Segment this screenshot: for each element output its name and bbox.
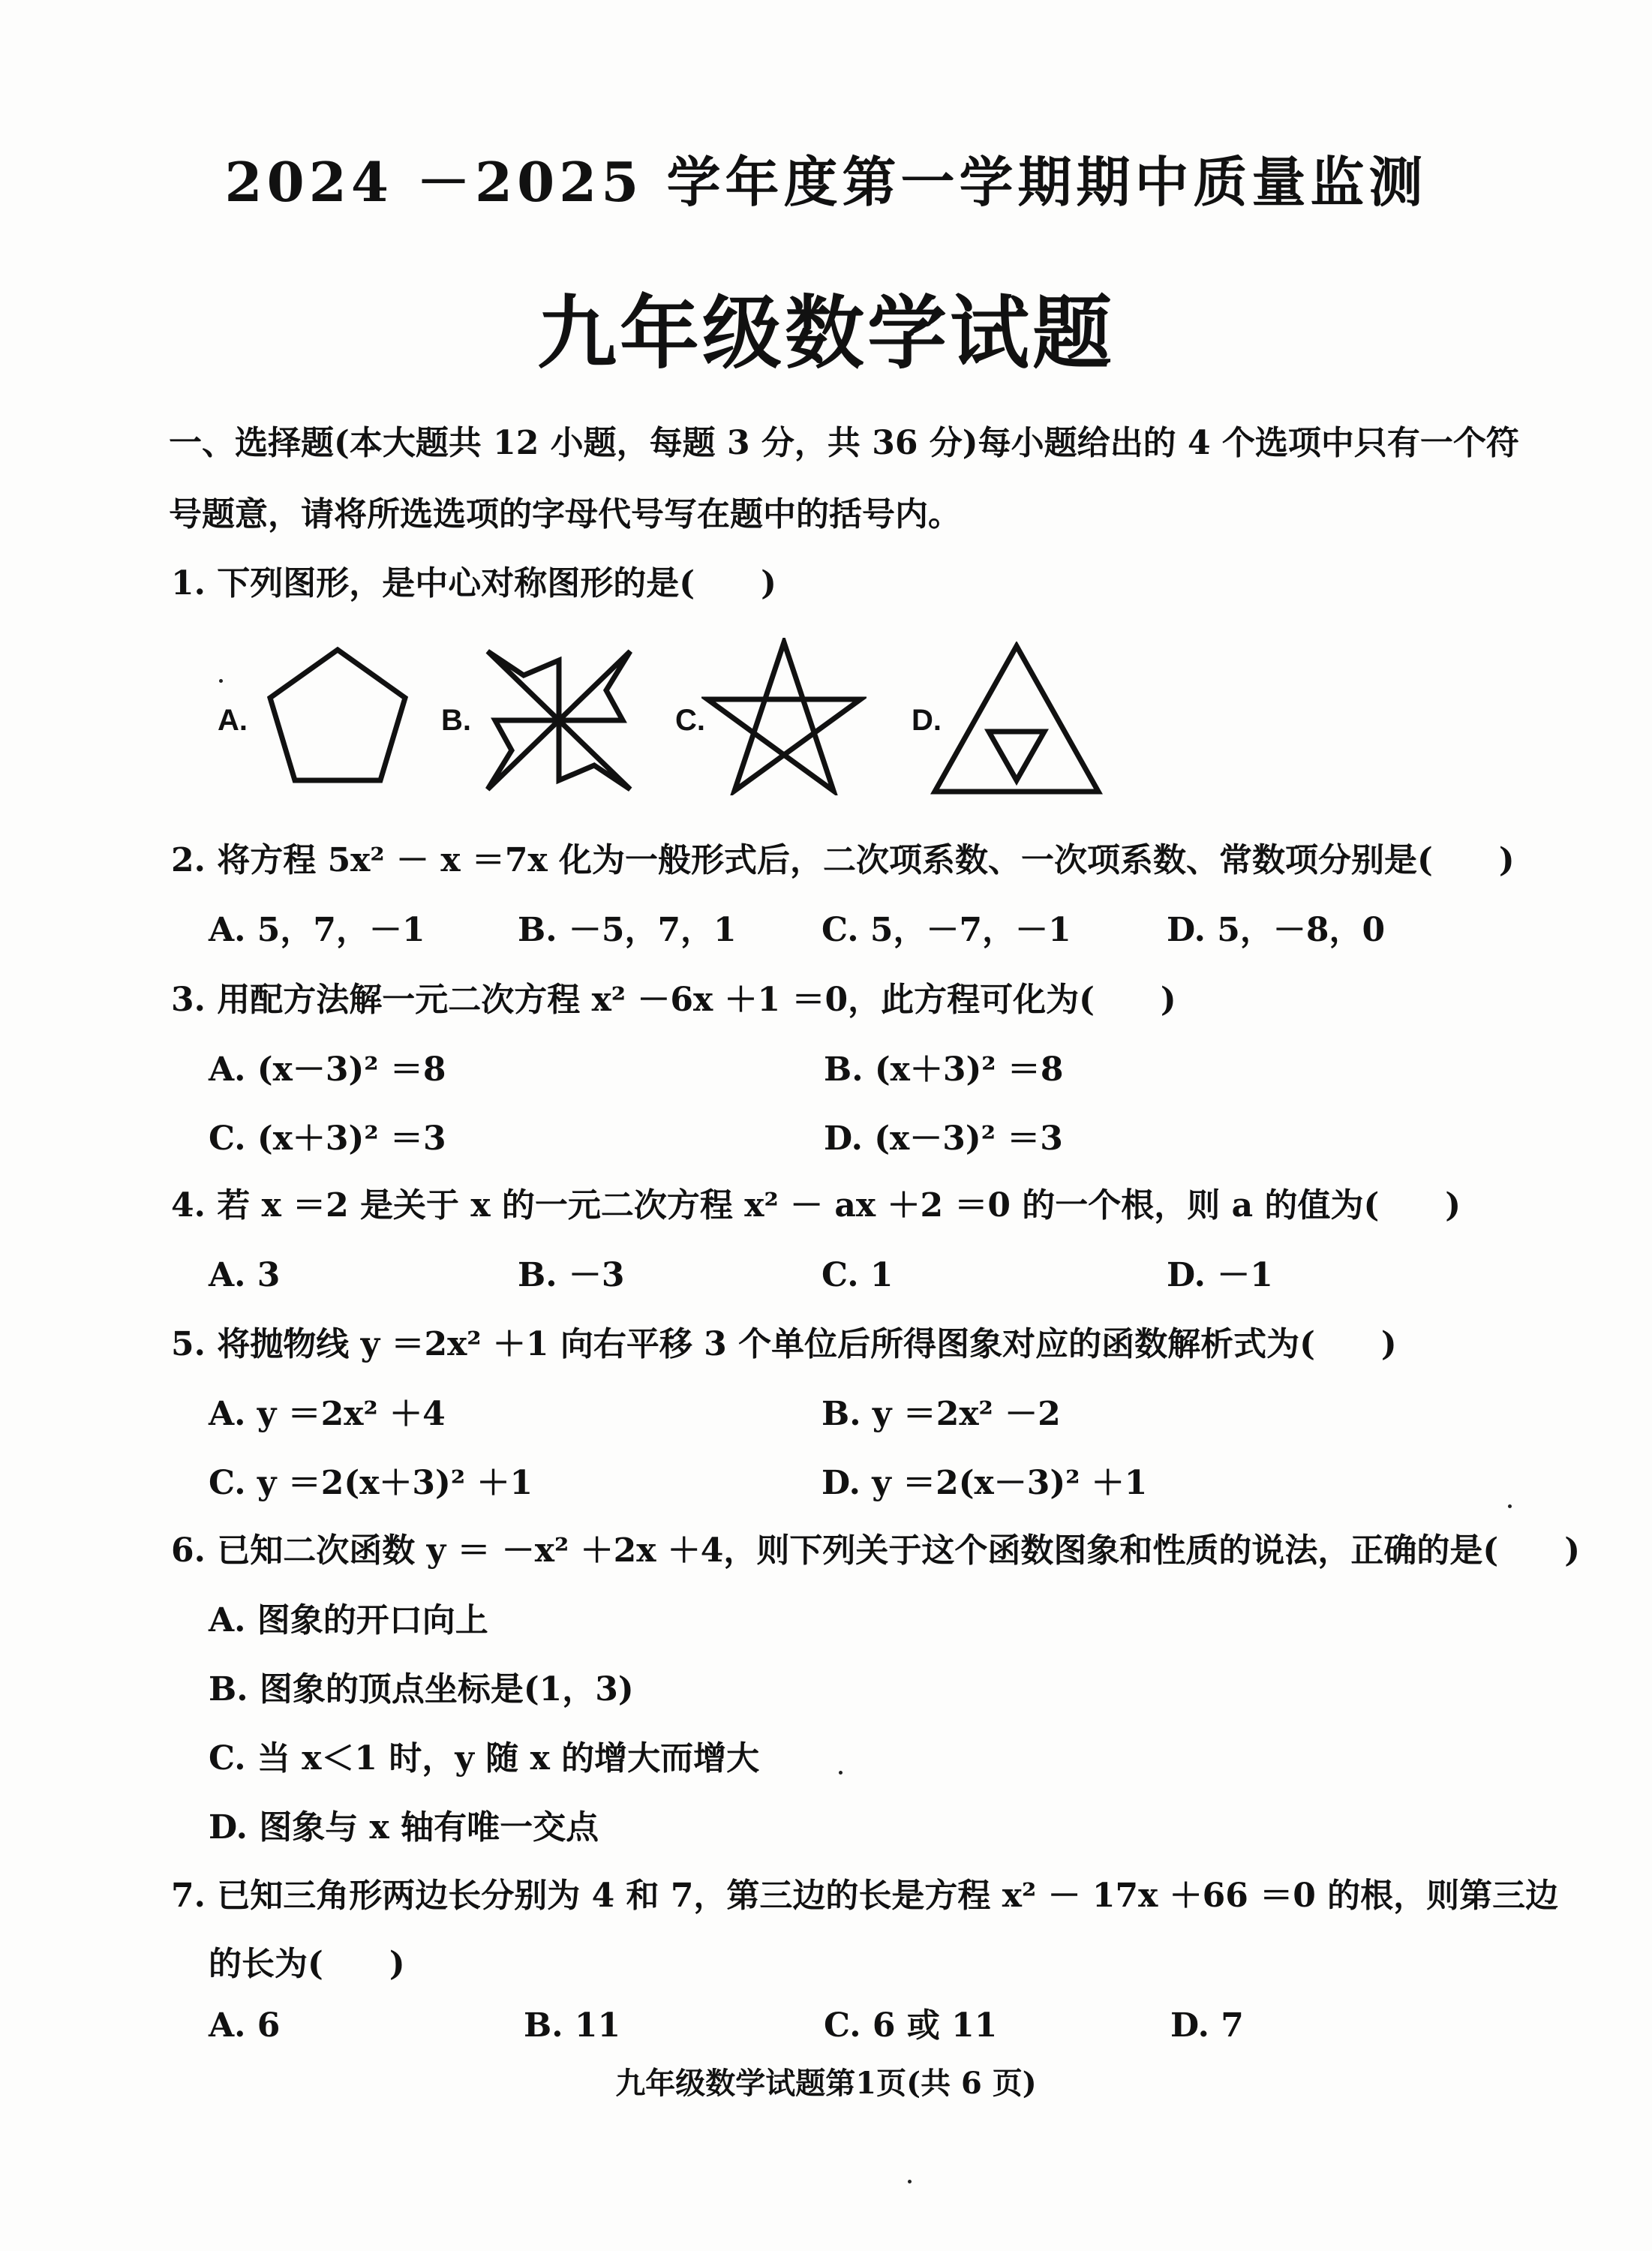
q5-option-c: C. y ＝2(x＋3)² ＋1 [209,1464,533,1502]
exam-main-title: 九年级数学试题 [537,286,1115,380]
pinwheel-icon [480,645,638,795]
q3-option-b: B. (x＋3)² ＝8 [824,1050,1064,1089]
q1-label-a: A. [218,704,248,737]
page-footer: 九年级数学试题第1页(共 6 页) [615,2066,1037,2101]
section-heading-line1: 一、选择题(本大题共 12 小题，每题 3 分，共 36 分)每小题给出的 4 个选项中只有一个符 [169,424,1519,462]
q3-stem: 3. 用配方法解一元二次方程 x² －6x ＋1 ＝0，此方程可化为( ) [171,981,1176,1019]
pentagon-icon [263,644,413,794]
q1-label-b: B. [441,704,471,737]
q7-option-a: A. 6 [209,2006,281,2045]
section-heading-line2: 号题意，请将所选选项的字母代号写在题中的括号内。 [169,495,961,533]
q1-stem: 1. 下列图形，是中心对称图形的是( ) [171,564,776,603]
q7-stem-line1: 7. 已知三角形两边长分别为 4 和 7，第三边的长是方程 x² － 17x ＋66 ＝0 的根，则第三边 [171,1877,1559,1915]
q2-option-d: D. 5，－8，0 [1167,911,1386,949]
q3-option-d: D. (x－3)² ＝3 [824,1119,1063,1158]
q5-option-a: A. y ＝2x² ＋4 [209,1395,446,1433]
q2-option-a: A. 5，7，－1 [209,911,425,949]
q4-option-c: C. 1 [821,1256,894,1294]
q2-option-b: B. －5，7，1 [518,911,737,949]
q4-stem: 4. 若 x ＝2 是关于 x 的一元二次方程 x² － ax ＋2 ＝0 的一个根，则 a 的值为( ) [171,1186,1461,1225]
q6-option-d: D. 图象与 x 轴有唯一交点 [209,1808,599,1847]
exam-year-title: 2024 －2025 学年度第一学期期中质量监测 [224,150,1428,214]
q1-label-c: C. [675,704,705,737]
q5-option-b: B. y ＝2x² －2 [821,1395,1061,1433]
scan-speck [219,679,223,683]
q2-stem: 2. 将方程 5x² － x ＝7x 化为一般形式后，二次项系数、一次项系数、常数项分别是( ) [171,841,1515,879]
triangle-in-triangle-icon [930,642,1103,795]
q5-option-d: D. y ＝2(x－3)² ＋1 [821,1464,1148,1502]
q2-option-c: C. 5，－7，－1 [821,911,1071,949]
scan-speck [908,2180,912,2183]
q6-stem: 6. 已知二次函数 y ＝ －x² ＋2x ＋4，则下列关于这个函数图象和性质的说法，正确的是( ) [171,1531,1581,1570]
scan-speck [1508,1504,1512,1508]
q7-stem-line2: 的长为( ) [209,1945,405,1983]
q3-option-c: C. (x＋3)² ＝3 [209,1119,446,1158]
q7-option-d: D. 7 [1170,2006,1244,2045]
q6-option-c: C. 当 x＜1 时，y 随 x 的增大而增大 [209,1739,760,1778]
q3-option-a: A. (x－3)² ＝8 [209,1050,446,1089]
q1-label-d: D. [912,704,942,737]
q4-option-b: B. －3 [518,1256,625,1294]
scan-speck [839,1771,843,1775]
q5-stem: 5. 将抛物线 y ＝2x² ＋1 向右平移 3 个单位后所得图象对应的函数解析式为( ) [171,1325,1397,1363]
star-icon [701,638,867,795]
q6-option-a: A. 图象的开口向上 [209,1601,488,1639]
q4-option-a: A. 3 [209,1256,281,1294]
q6-option-b: B. 图象的顶点坐标是(1，3) [209,1670,634,1709]
q4-option-d: D. －1 [1167,1256,1273,1294]
q7-option-c: C. 6 或 11 [824,2006,998,2045]
q7-option-b: B. 11 [524,2006,621,2045]
